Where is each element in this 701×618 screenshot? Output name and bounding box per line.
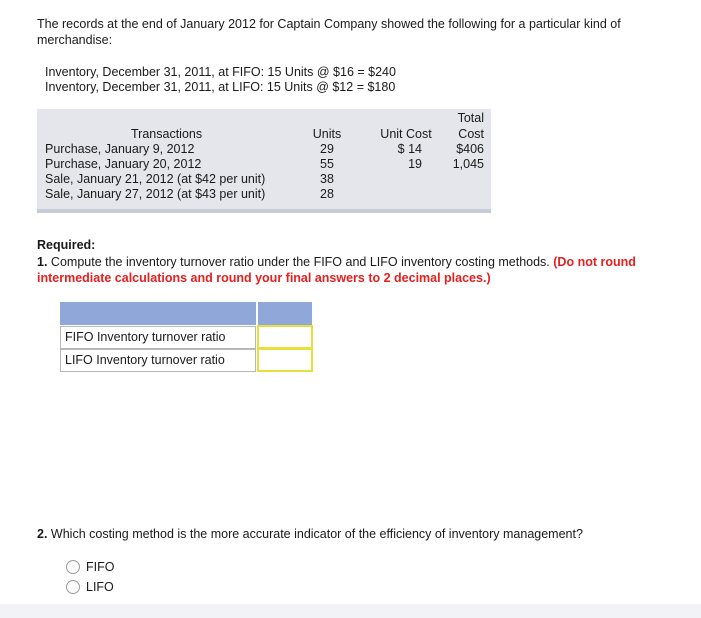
fifo-turnover-input[interactable] [257, 325, 313, 349]
question-1 [37, 254, 662, 286]
header-cost: Cost [458, 127, 484, 141]
radio-lifo[interactable] [66, 580, 80, 594]
table-row-transaction: Sale, January 21, 2012 (at $42 per unit) [45, 172, 266, 186]
table-row-total-cost: $406 [456, 142, 484, 156]
page-footer-bar [0, 604, 701, 618]
table-row-units: 38 [320, 172, 334, 186]
inventory-fifo-line: Inventory, December 31, 2011, at FIFO: 15 Units @ $16 = $240 [45, 65, 396, 79]
header-unit-cost: Unit Cost [380, 127, 432, 141]
answer-table-header [60, 302, 256, 325]
option-lifo[interactable] [66, 579, 114, 595]
table-row-transaction: Purchase, January 9, 2012 [45, 142, 195, 156]
table-row-units: 29 [320, 142, 334, 156]
question-1-number: 1. [37, 255, 48, 269]
header-total: Total [457, 111, 484, 125]
table-row-unit-cost: $ 14 [397, 142, 422, 156]
table-row-transaction: Sale, January 27, 2012 (at $43 per unit) [45, 187, 266, 201]
table-divider [37, 209, 491, 213]
question-2-number: 2. [37, 527, 48, 541]
table-row-transaction: Purchase, January 20, 2012 [45, 157, 202, 171]
header-units: Units [312, 127, 342, 141]
radio-fifo[interactable] [66, 560, 80, 574]
answer-row-lifo-label: LIFO Inventory turnover ratio [60, 349, 256, 372]
question-1-warning: (Do not round intermediate calculations and round your final answers to 2 decimal places.) [37, 255, 636, 285]
answer-row-fifo-label: FIFO Inventory turnover ratio [60, 326, 256, 349]
table-row-units: 28 [320, 187, 334, 201]
answer-table-header-value [258, 302, 312, 325]
option-lifo-label: LIFO [86, 580, 114, 594]
inventory-lifo-line: Inventory, December 31, 2011, at LIFO: 15 Units @ $12 = $180 [45, 80, 396, 94]
option-fifo[interactable] [66, 559, 114, 575]
table-row-units: 55 [320, 157, 334, 171]
question-2 [37, 527, 583, 541]
question-1-text: Compute the inventory turnover ratio under the FIFO and LIFO inventory costing methods. [50, 255, 550, 269]
header-transactions: Transactions [131, 127, 203, 141]
lifo-turnover-input[interactable] [257, 348, 313, 372]
intro-text: The records at the end of January 2012 for Captain Company showed the following for a particular kind of merchandise: [37, 17, 621, 47]
table-row-unit-cost: 19 [408, 157, 422, 171]
required-heading: Required: [37, 238, 96, 252]
option-fifo-label: FIFO [86, 560, 115, 574]
question-2-text: Which costing method is the more accurate indicator of the efficiency of inventory management? [50, 527, 583, 541]
table-row-total-cost: 1,045 [452, 157, 484, 171]
